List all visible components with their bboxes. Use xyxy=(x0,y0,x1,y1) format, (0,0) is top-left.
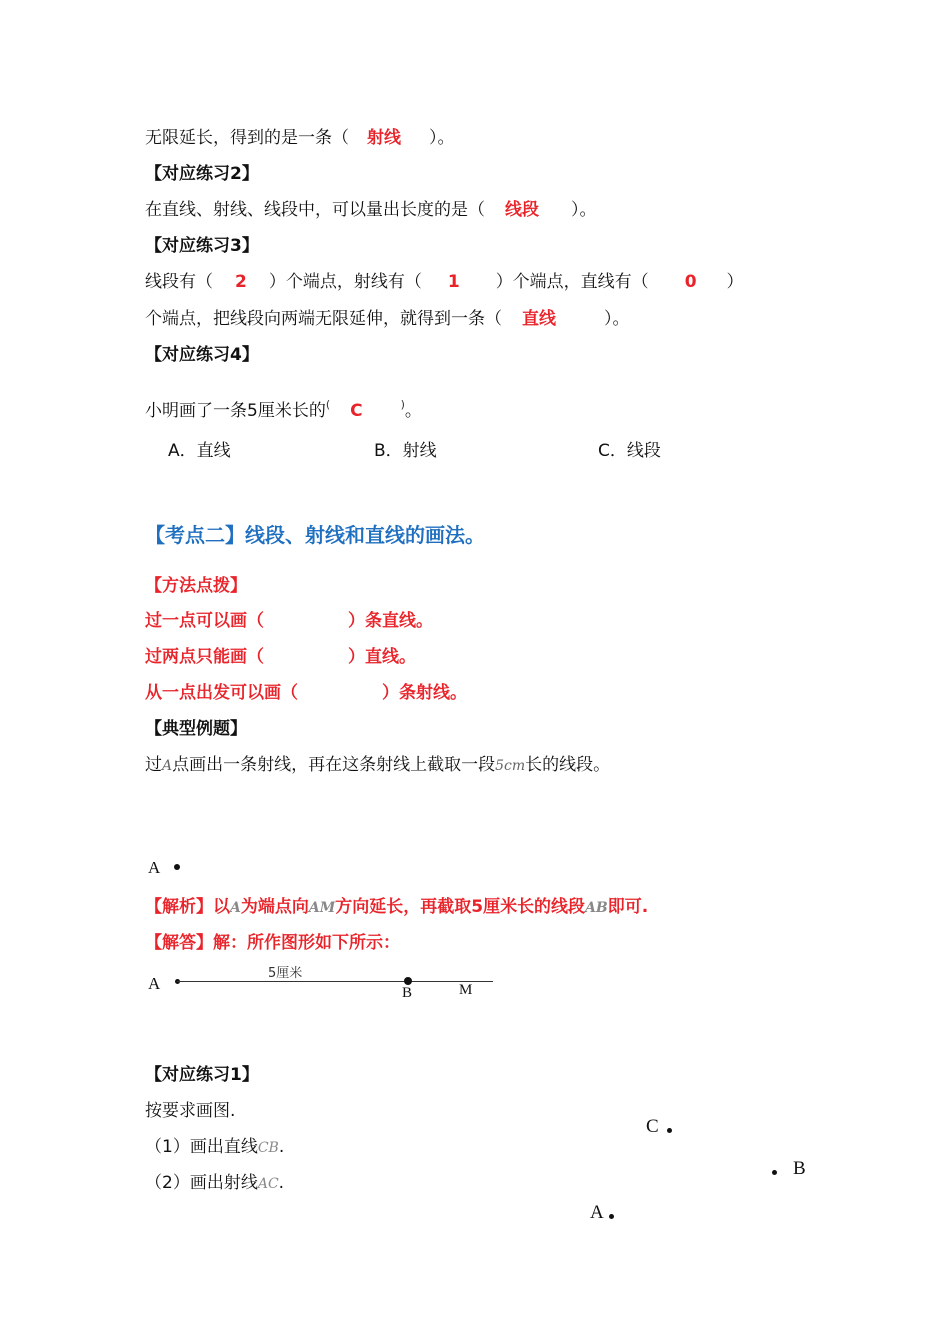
ex2-question xyxy=(145,198,597,222)
ex3-answer-3: 0 xyxy=(684,272,697,292)
example-question xyxy=(145,753,610,778)
ex2-close: ）。 xyxy=(571,200,597,220)
ex3-answer-4: 直线 xyxy=(522,309,556,329)
ex1b-part-2 xyxy=(145,1171,284,1196)
method-1b: ）条直线。 xyxy=(348,611,433,631)
q1-line xyxy=(145,126,455,150)
example-var-a: A xyxy=(162,758,173,774)
ex1b-point-b xyxy=(772,1170,777,1175)
ex3-text-3: ）个端点，直线有（ xyxy=(495,272,649,292)
analysis-text-2: 为端点向 xyxy=(240,897,309,917)
ex2-text: 在直线、射线、线段中，可以量出长度的是（ xyxy=(145,200,485,220)
ex3-answer-1: 2 xyxy=(235,272,247,292)
solution-length-label: 5厘米 xyxy=(268,966,303,981)
ex4-question xyxy=(145,393,422,423)
method-line-3 xyxy=(145,681,467,705)
ex3-text-6: ）。 xyxy=(604,309,630,329)
analysis-var-a: A xyxy=(230,900,241,916)
ex1b-part-2-text: （2）画出射线 xyxy=(145,1173,258,1193)
ex3-text-4: ） xyxy=(726,272,744,292)
ex1b-part-1-text: （1）画出直线 xyxy=(145,1137,258,1157)
ex4-close-paren: ) xyxy=(400,398,405,411)
method-heading: 【方法点拨】 xyxy=(145,576,247,596)
ex3-line1 xyxy=(145,270,744,294)
solution-point-b xyxy=(404,977,412,985)
ex1b-heading: 【对应练习1】 xyxy=(145,1065,259,1085)
ex4-end: 。 xyxy=(404,401,422,421)
ex1b-var-ac: AC xyxy=(257,1176,279,1192)
ex4-text: 小明画了一条5厘米长的 xyxy=(145,401,326,421)
analysis-line xyxy=(145,895,648,920)
ex4-heading: 【对应练习4】 xyxy=(145,345,259,365)
ex4-option-b: B．射线 xyxy=(374,441,437,461)
ex1b-part-1 xyxy=(145,1135,284,1160)
solution-label-a: A xyxy=(148,974,161,993)
ex3-line2 xyxy=(145,307,630,331)
ex1b-label-b: B xyxy=(793,1158,806,1179)
ex3-answer-2: 1 xyxy=(447,272,460,292)
ex1b-instruction: 按要求画图. xyxy=(145,1101,236,1121)
ex4-open-paren: ( xyxy=(325,398,331,411)
q1-text: 无限延长，得到的是一条（ xyxy=(145,128,349,148)
ex3-text-1: 线段有（ xyxy=(145,272,213,292)
ex1b-var-cb: CB xyxy=(257,1140,279,1156)
solution-label-b: B xyxy=(402,985,413,1001)
q1-close: ）。 xyxy=(429,128,455,148)
ex1b-point-a xyxy=(609,1214,614,1219)
example-heading: 【典型例题】 xyxy=(145,719,247,739)
analysis-text-4: 即可. xyxy=(607,897,649,917)
method-3b: ）条射线。 xyxy=(382,683,467,703)
ex1b-label-a: A xyxy=(590,1202,604,1223)
solution-ray-line xyxy=(177,981,493,982)
method-1a: 过一点可以画（ xyxy=(145,611,264,631)
example-text-3: 长的线段。 xyxy=(525,755,611,775)
method-2b: ）直线。 xyxy=(348,647,416,667)
ex1b-label-c: C xyxy=(646,1116,659,1137)
q1-answer: 射线 xyxy=(367,128,401,148)
analysis-text-3: 方向延长，再截取5厘米长的线段 xyxy=(335,897,586,917)
ex4-answer: C xyxy=(350,401,363,421)
ex2-answer: 线段 xyxy=(505,200,539,220)
analysis-var-ab: AB xyxy=(585,900,608,916)
example-point-a-label: A xyxy=(148,858,161,877)
kp2-title: 【考点二】线段、射线和直线的画法。 xyxy=(145,523,485,547)
ex1b-part-2-end: . xyxy=(278,1173,285,1193)
solution-label-m: M xyxy=(459,982,473,998)
method-line-1 xyxy=(145,609,433,633)
ex4-option-a: A．直线 xyxy=(168,441,231,461)
ex1b-part-1-end: . xyxy=(278,1137,285,1157)
example-text-2: 点画出一条射线，再在这条射线上截取一段 xyxy=(172,755,496,775)
method-3a: 从一点出发可以画（ xyxy=(145,683,298,703)
example-point-a-dot xyxy=(174,864,180,870)
example-text-1: 过 xyxy=(145,755,162,775)
ex3-text-5: 个端点，把线段向两端无限延伸，就得到一条（ xyxy=(145,309,502,329)
method-line-2 xyxy=(145,645,416,669)
ex2-heading: 【对应练习2】 xyxy=(145,164,259,184)
ex1b-point-c xyxy=(667,1128,672,1133)
analysis-var-am: AM xyxy=(308,900,336,916)
solution-text: 【解答】解：所作图形如下所示： xyxy=(145,933,400,953)
method-2a: 过两点只能画（ xyxy=(145,647,264,667)
ex4-option-c: C．线段 xyxy=(598,441,661,461)
analysis-text-1: 【解析】以 xyxy=(145,897,230,917)
example-length: 5cm xyxy=(495,758,526,774)
ex3-heading: 【对应练习3】 xyxy=(145,236,259,256)
ex3-text-2: ）个端点，射线有（ xyxy=(268,272,422,292)
